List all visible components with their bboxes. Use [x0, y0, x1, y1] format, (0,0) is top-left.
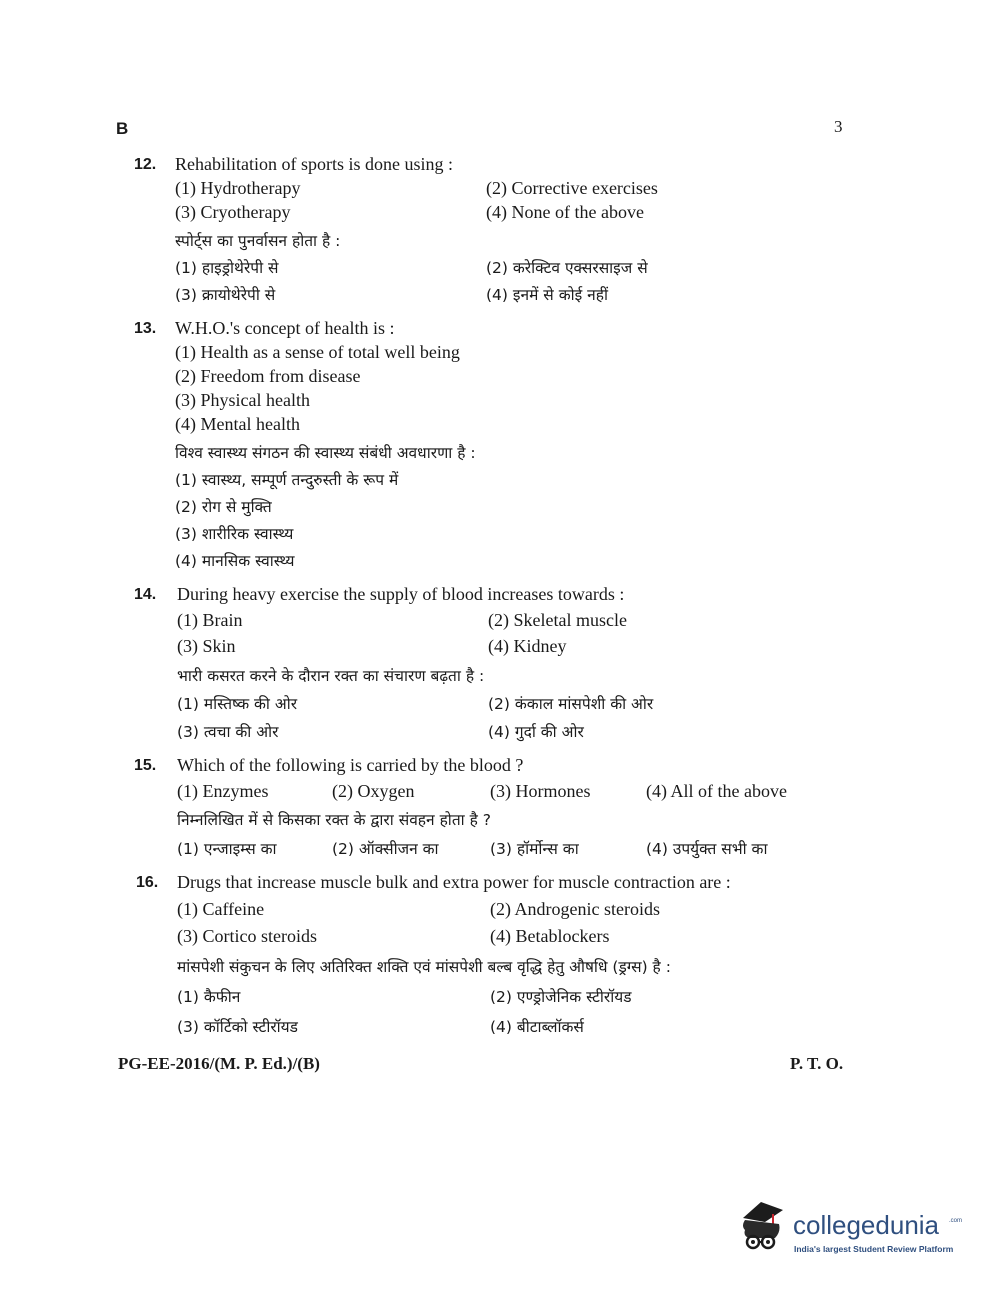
- question-text-en: During heavy exercise the supply of blood increases towards :: [177, 584, 625, 604]
- option-hi: (1) एन्जाइम्स का: [177, 840, 277, 858]
- option-hi: (1) हाइड्रोथेरेपी से: [175, 259, 279, 277]
- question-text-hi: मांसपेशी संकुचन के लिए अतिरिक्त शक्ति एवं मांसपेशी बल्ब वृद्धि हेतु औषधि (ड्रग्स) है :: [177, 958, 671, 976]
- option-hi: (3) क्रायोथेरेपी से: [175, 286, 276, 304]
- option-en: (4) All of the above: [646, 781, 787, 801]
- option-hi: (4) गुर्दा की ओर: [488, 723, 584, 741]
- option-hi: (1) स्वास्थ्य, सम्पूर्ण तन्दुरुस्ती के रूप में: [175, 471, 399, 489]
- question-text-en: Drugs that increase muscle bulk and extra power for muscle contraction are :: [177, 872, 731, 892]
- option-hi: (4) उपर्युक्त सभी का: [646, 840, 768, 858]
- logo-wordmark: collegedunia: [793, 1210, 940, 1240]
- option-en: (2) Oxygen: [332, 781, 415, 801]
- option-hi: (1) कैफीन: [177, 988, 241, 1006]
- collegedunia-logo: [735, 1196, 963, 1258]
- option-en: (2) Skeletal muscle: [488, 610, 627, 630]
- option-en: (2) Corrective exercises: [486, 178, 658, 198]
- option-hi: (2) एण्ड्रोजेनिक स्टीरॉयड: [490, 988, 632, 1006]
- option-en: (4) Betablockers: [490, 926, 610, 946]
- option-hi: (3) त्वचा की ओर: [177, 723, 279, 741]
- option-hi: (2) रोग से मुक्ति: [175, 498, 272, 516]
- option-en: (1) Caffeine: [177, 899, 265, 919]
- option-en: (4) Mental health: [175, 414, 300, 434]
- option-en: (3) Cortico steroids: [177, 926, 317, 946]
- option-hi: (4) मानसिक स्वास्थ्य: [175, 552, 295, 570]
- question-number: 14.: [134, 586, 157, 603]
- question-text-en: Rehabilitation of sports is done using :: [175, 154, 453, 174]
- option-en: (4) None of the above: [486, 202, 644, 222]
- option-hi: (2) कंकाल मांसपेशी की ओर: [488, 695, 654, 713]
- question-number: 15.: [134, 757, 157, 774]
- option-en: (1) Health as a sense of total well being: [175, 342, 460, 362]
- option-hi: (2) ऑक्सीजन का: [332, 840, 439, 858]
- option-en: (1) Enzymes: [177, 781, 269, 801]
- series-letter: B: [116, 119, 129, 138]
- option-en: (2) Freedom from disease: [175, 366, 361, 386]
- option-hi: (3) कॉर्टिको स्टीरॉयड: [177, 1018, 298, 1036]
- pto-label: P. T. O.: [790, 1054, 844, 1073]
- option-hi: (4) इनमें से कोई नहीं: [486, 286, 609, 304]
- option-en: (3) Skin: [177, 636, 236, 656]
- option-en: (1) Brain: [177, 610, 243, 630]
- question-text-en: W.H.O.'s concept of health is :: [175, 318, 395, 338]
- question-text-en: Which of the following is carried by the blood ?: [177, 755, 524, 775]
- logo-tagline: India's largest Student Review Platform: [794, 1244, 954, 1254]
- question-text-hi: स्पोर्ट्स का पुनर्वासन होता है :: [175, 232, 341, 250]
- option-hi: (3) हॉर्मोन्स का: [490, 840, 579, 858]
- option-en: (4) Kidney: [488, 636, 567, 656]
- option-en: (3) Physical health: [175, 390, 310, 410]
- question-number: 16.: [136, 874, 159, 891]
- question-number: 13.: [134, 320, 157, 337]
- question-number: 12.: [134, 156, 157, 173]
- logo-suffix: .com: [949, 1218, 963, 1224]
- question-text-hi: भारी कसरत करने के दौरान रक्त का संचारण बढ़ता है :: [177, 667, 485, 685]
- mascot-icon: [735, 1196, 791, 1254]
- question-text-hi: निम्नलिखित में से किसका रक्त के द्वारा संवहन होता है ?: [177, 811, 491, 829]
- option-hi: (4) बीटाब्लॉकर्स: [490, 1018, 584, 1036]
- option-hi: (1) मस्तिष्क की ओर: [177, 695, 298, 713]
- question-text-hi: विश्व स्वास्थ्य संगठन की स्वास्थ्य संबंधी अवधारणा है :: [175, 444, 476, 462]
- page-number: 3: [834, 117, 843, 136]
- option-hi: (2) करेक्टिव एक्सरसाइज से: [486, 259, 648, 277]
- option-en: (1) Hydrotherapy: [175, 178, 301, 198]
- paper-code: PG-EE-2016/(M. P. Ed.)/(B): [118, 1054, 320, 1073]
- option-hi: (3) शारीरिक स्वास्थ्य: [175, 525, 294, 543]
- option-en: (3) Hormones: [490, 781, 591, 801]
- option-en: (3) Cryotherapy: [175, 202, 291, 222]
- option-en: (2) Androgenic steroids: [490, 899, 660, 919]
